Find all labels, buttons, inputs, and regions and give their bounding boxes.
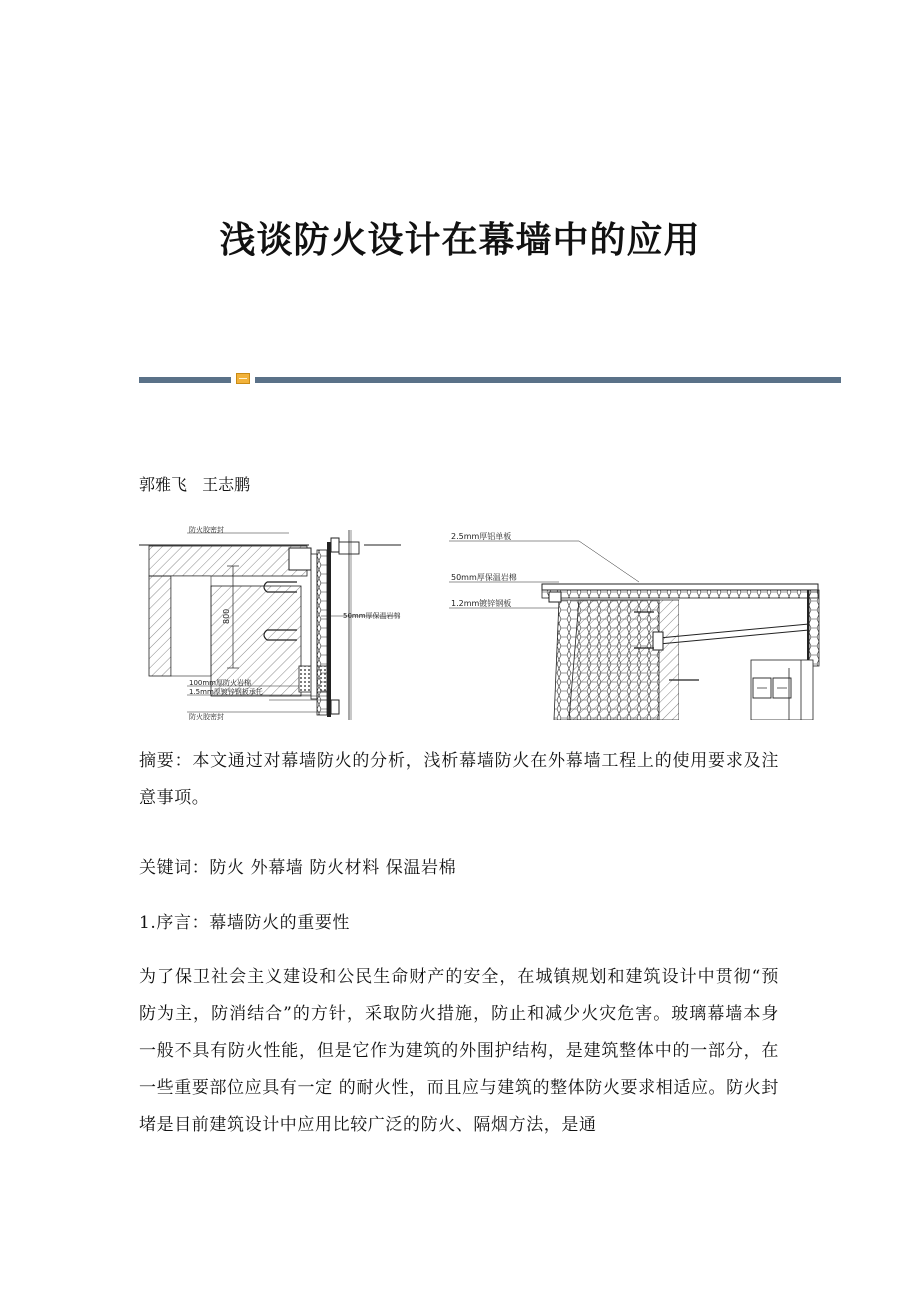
divider-bar-left: [139, 377, 231, 383]
body-paragraph: 为了保卫社会主义建设和公民生命财产的安全，在城镇规划和建筑设计中贯彻“预防为主，防消结合”的方针，采取防火措施，防止和减少火灾危害。玻璃幕墙本身一般不具有防火性能，但是它作为建筑的外围护结构，是建筑整体中的一部分，在一些重要部位应具有一定 的耐火性，而且应与建筑的整体防火要求相适应。防火封堵是目前建筑设计中应用比较广泛的防火、隔烟方法，是通: [139, 967, 779, 1135]
label-steel-plate-support: 1.5mm厚镀锌钢板承托: [189, 688, 263, 696]
label-right-insulation: 50mm厚保温岩棉: [451, 573, 517, 582]
left-detail-drawing: [139, 525, 401, 720]
section-heading: 1.序言：幕墙防火的重要性: [139, 913, 351, 933]
curtain-wall-fire-detail-figure: [139, 520, 841, 720]
label-dimension: 800: [222, 608, 231, 624]
label-bottom-seal: 防火胶密封: [189, 713, 224, 720]
right-detail-drawing: [449, 531, 819, 720]
label-aluminum-panel: 2.5mm厚铝单板: [451, 532, 512, 541]
label-left-insulation: 50mm厚保温岩棉: [343, 612, 401, 620]
label-top-seal: 防火胶密封: [189, 526, 224, 534]
page-title: 浅谈防火设计在幕墙中的应用: [219, 219, 701, 261]
authors: 郭雅飞 王志鹏: [139, 475, 251, 494]
label-galvanized-steel-plate: 1.2mm镀锌钢板: [451, 599, 512, 608]
label-fire-rock-wool: 100mm厚防火岩棉: [189, 679, 251, 687]
keywords: 关键词：防火 外幕墙 防火材料 保温岩棉: [139, 858, 457, 878]
divider-bar-right: [255, 377, 841, 383]
divider-ornament: [236, 373, 250, 384]
abstract: 摘要：本文通过对幕墙防火的分析，浅析幕墙防火在外幕墙工程上的使用要求及注意事项。: [139, 751, 779, 808]
title-divider: [139, 373, 841, 385]
